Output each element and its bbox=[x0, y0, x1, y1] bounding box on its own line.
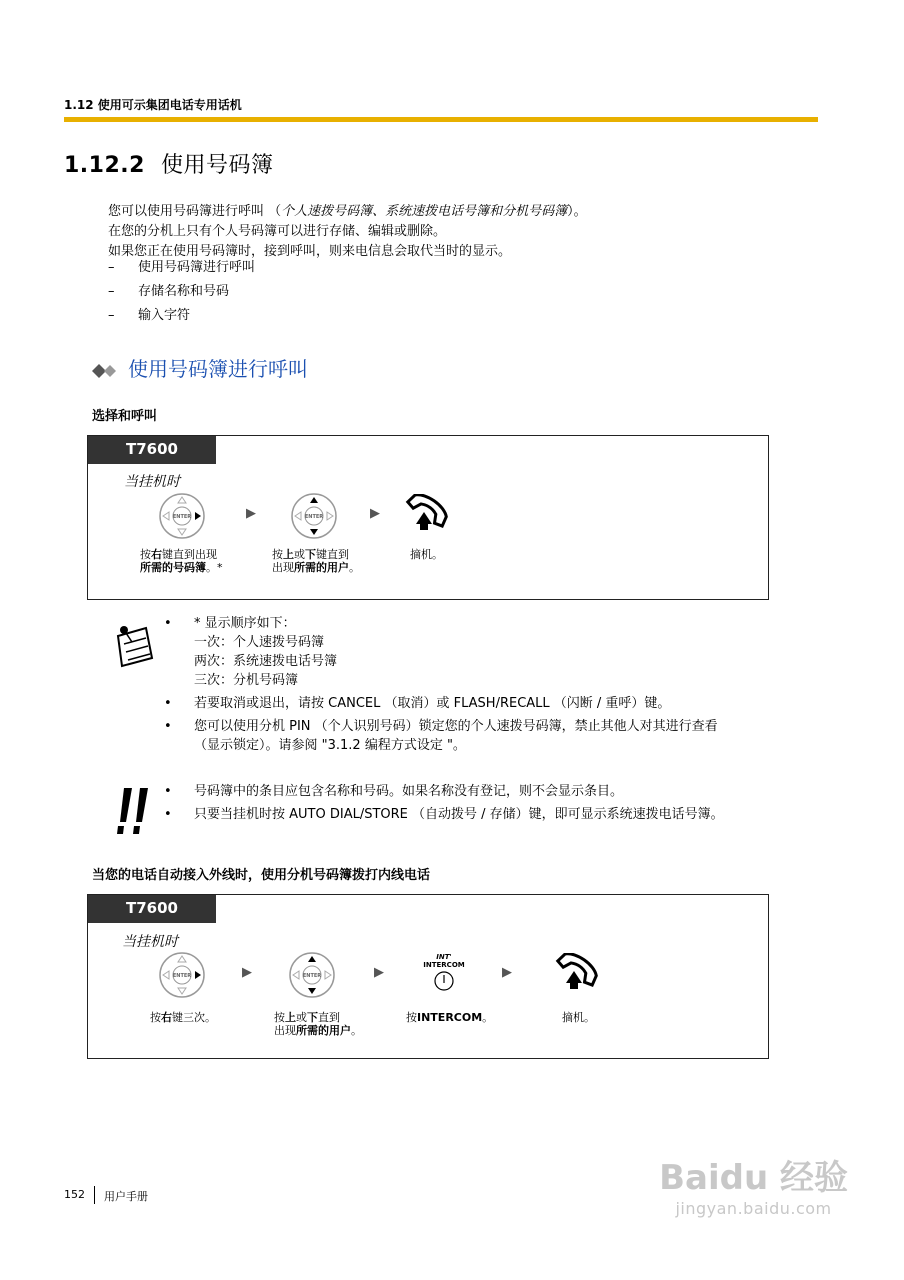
svg-text:ENTER: ENTER bbox=[302, 973, 322, 979]
baidu-watermark bbox=[659, 1150, 848, 1218]
intercom-key[interactable]: INT' INTERCOM bbox=[422, 953, 466, 996]
note-item: • 您可以使用分机 PIN （个人识别号码）锁定您的个人速拨号码簿，禁止其他人对其进行查看 （显示锁定）。请参阅 "3.1.2 编程方式设定 "。 bbox=[164, 719, 718, 753]
topic-item[interactable]: – 输入字符 bbox=[108, 308, 191, 323]
footer-title: 用户手册 bbox=[104, 1190, 148, 1203]
intro-line-1: 您可以使用号码簿进行呼叫 （个人速拨号码簿、系统速拨电话号簿和分机号码簿）。 bbox=[108, 204, 587, 219]
step-3-caption: 摘机。 bbox=[410, 548, 443, 561]
off-hook-handset-icon bbox=[400, 494, 450, 538]
warning-item: • 号码簿中的条目应包含名称和号码。如果名称没有登记，则不会显示条目。 bbox=[164, 784, 624, 799]
off-hook-handset-icon bbox=[550, 953, 600, 997]
section-title-text: 使用号码簿 bbox=[160, 153, 274, 178]
intro-line-3: 如果您正在使用号码簿时，接到呼叫，则来电信息会取代当时的显示。 bbox=[108, 244, 512, 259]
step-arrow-icon: ▶ bbox=[502, 965, 512, 980]
svg-text:ENTER: ENTER bbox=[304, 514, 324, 520]
section-number: 1.12.2 bbox=[64, 153, 145, 178]
step-arrow-icon: ▶ bbox=[374, 965, 384, 980]
condition-text: 当挂机时 bbox=[122, 934, 178, 950]
running-header: 1.12 使用可示集团电话专用话机 bbox=[64, 98, 242, 112]
procedure-1-box bbox=[87, 435, 769, 600]
step-2-caption: 按上或下直到 出现所需的用户。 bbox=[274, 1011, 362, 1037]
topic-list bbox=[108, 260, 255, 332]
warnings-list bbox=[164, 782, 814, 824]
note-item: • * 显示顺序如下： 一次：个人速拨号码簿 两次：系统速拨电话号簿 三次：分机号码簿 bbox=[164, 616, 338, 688]
procedure-2-box bbox=[87, 894, 769, 1059]
intercom-button-icon bbox=[433, 970, 455, 992]
step-arrow-icon: ▶ bbox=[370, 506, 380, 521]
note-item: • 若要取消或退出，请按 CANCEL （取消）或 FLASH/RECALL （闪断 / 重呼）键。 bbox=[164, 696, 671, 711]
condition-text: 当挂机时 bbox=[124, 474, 180, 490]
svg-text:ENTER: ENTER bbox=[172, 973, 192, 979]
footer-divider bbox=[94, 1186, 95, 1204]
diamond-bullet-icon bbox=[92, 364, 124, 378]
warning-item: • 只要当挂机时按 AUTO DIAL/STORE （自动拨号 / 存储）键，即可显示系统速拨电话号簿。 bbox=[164, 807, 724, 822]
step-4-caption: 摘机。 bbox=[562, 1011, 595, 1024]
procedure-2-label: 当您的电话自动接入外线时，使用分机号码簿拨打内线电话 bbox=[92, 868, 431, 883]
note-pad-icon bbox=[110, 622, 156, 670]
step-arrow-icon: ▶ bbox=[242, 965, 252, 980]
page-number: 152 bbox=[64, 1188, 85, 1201]
svg-text:ENTER: ENTER bbox=[172, 514, 192, 520]
topic-item[interactable]: – 使用号码簿进行呼叫 bbox=[108, 260, 256, 275]
navigator-up-down-key-icon[interactable] bbox=[288, 951, 336, 999]
procedure-1-label: 选择和呼叫 bbox=[92, 409, 158, 424]
warning-exclamation-icon bbox=[112, 786, 152, 838]
model-tag: T7600 bbox=[88, 436, 216, 464]
subsection-heading: 使用号码簿进行呼叫 bbox=[92, 353, 308, 382]
watermark-brand: Baidu 经验 bbox=[659, 1158, 848, 1198]
notes-list bbox=[164, 614, 814, 755]
step-3-caption: 按INTERCOM。 bbox=[406, 1011, 494, 1024]
section-title bbox=[64, 148, 273, 179]
topic-item[interactable]: – 存储名称和号码 bbox=[108, 284, 230, 299]
step-arrow-icon: ▶ bbox=[246, 506, 256, 521]
step-1-caption: 按右键三次。 bbox=[150, 1011, 216, 1024]
step-2-caption: 按上或下键直到 出现所需的用户。 bbox=[272, 548, 360, 574]
intro-paragraph bbox=[108, 202, 587, 262]
intro-line-2: 在您的分机上只有个人号码簿可以进行存储、编辑或删除。 bbox=[108, 224, 447, 239]
watermark-url: jingyan.baidu.com bbox=[675, 1199, 832, 1218]
navigator-right-key-icon[interactable] bbox=[158, 951, 206, 999]
navigator-up-down-key-icon[interactable] bbox=[290, 492, 338, 540]
step-1-caption: 按右键直到出现 所需的号码簿。* bbox=[140, 548, 223, 574]
model-tag: T7600 bbox=[88, 895, 216, 923]
header-rule bbox=[64, 117, 818, 122]
navigator-right-key-icon[interactable] bbox=[158, 492, 206, 540]
